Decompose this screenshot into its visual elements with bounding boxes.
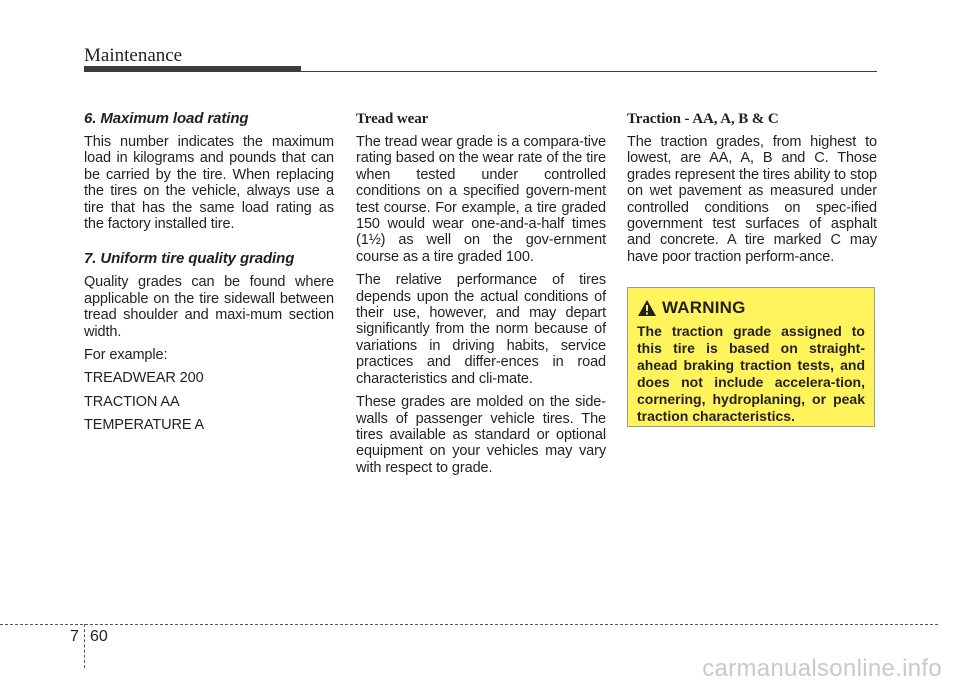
- column-right: [627, 110, 877, 272]
- heading-traction: Traction - AA, A, B & C: [627, 111, 779, 127]
- chapter-number: 7: [70, 628, 79, 645]
- example-intro: For example:: [84, 347, 168, 364]
- header-bar: [84, 66, 301, 72]
- heading-uniform-tire-quality: 7. Uniform tire quality grading: [84, 250, 295, 268]
- paragraph-quality-grades: Quality grades can be found where applicable on the tire sidewall between tread shoulder and maxi-mum section width.: [84, 274, 334, 340]
- footer-dashed-rule: [0, 624, 938, 625]
- page-section-title: Maintenance: [84, 45, 183, 66]
- watermark: carmanualsonline.info: [702, 655, 942, 682]
- paragraph-traction-grades: The traction grades, from highest to lowest, are AA, A, B and C. Those grades represent the tires ability to stop on wet pavement as measured under controlled conditions on spec-ified government test surfaces of asphalt and concrete. A tire marked C may have poor traction perform-ance.: [627, 134, 877, 265]
- warning-title: WARNING: [662, 298, 746, 317]
- footer-dashed-divider: [84, 624, 85, 668]
- example-line-traction: TRACTION AA: [84, 393, 180, 410]
- paragraph-tread-wear-grade: The tread wear grade is a compara-tive rating based on the wear rate of the tire when tested under controlled conditions on a specified govern-ment test course. For example, a tire graded 150 would wear one-and-a-half times (1½) as well on the gov-ernment course as a tire graded 100.: [356, 134, 606, 265]
- heading-max-load-rating: 6. Maximum load rating: [84, 110, 249, 127]
- example-line-temperature: TEMPERATURE A: [84, 417, 205, 434]
- paragraph-grades-molded: These grades are molded on the side-walls of passenger vehicle tires. The tires available as standard or optional equipment on your vehicles may vary with respect to grade.: [356, 394, 606, 476]
- paragraph-relative-performance: The relative performance of tires depends upon the actual conditions of their use, however, and may depart significantly from the norm because of variations in driving habits, service practices and differ-ences in road characteristics and cli-mate.: [356, 272, 606, 387]
- warning-box: [627, 287, 875, 427]
- warning-text: The traction grade assigned to this tire is based on straight-ahead braking traction tests, and does not include accelera-tion, cornering, hydroplaning, or peak traction characteristics.: [637, 323, 865, 424]
- warning-triangle-icon: [637, 299, 657, 317]
- warning-header: [637, 298, 865, 318]
- paragraph-max-load: This number indicates the maximum load in kilograms and pounds that can be carried by the tire. When replacing the tires on the vehicle, always use a tire that has the same load rating as the factory installed tire.: [84, 134, 334, 233]
- column-middle: [356, 110, 606, 483]
- page-number: 60: [90, 628, 108, 645]
- header-rule: [301, 71, 877, 72]
- column-left: [84, 110, 334, 441]
- heading-tread-wear: Tread wear: [356, 111, 429, 127]
- example-line-treadwear: TREADWEAR 200: [84, 370, 204, 387]
